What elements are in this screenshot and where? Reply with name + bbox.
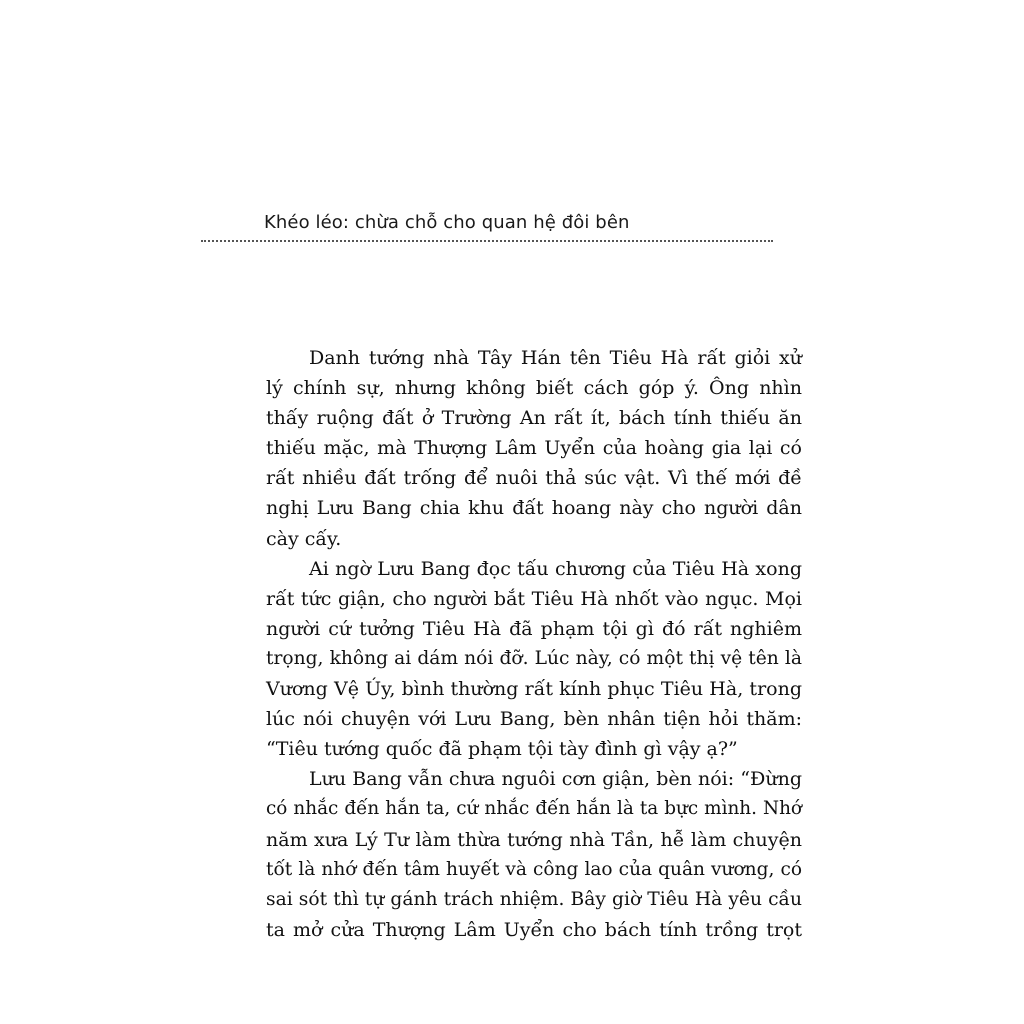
text-line: nghị Lưu Bang chia khu đất hoang này cho người dân [266,497,802,520]
running-header [201,210,773,242]
text-line: ta mở cửa Thượng Lâm Uyển cho bách tính trồng trọt [266,918,802,941]
body-text [266,343,802,945]
text-line: Ai ngờ Lưu Bang đọc tấu chương của Tiêu Hà xong [309,557,802,580]
text-line: thiếu mặc, mà Thượng Lâm Uyển của hoàng gia lại có [266,437,802,460]
text-line: năm xưa Lý Tư làm thừa tướng nhà Tần, hễ làm chuyện [266,828,802,851]
text-line: lý chính sự, nhưng không biết cách góp ý. Ông nhìn [266,377,802,400]
text-line: “Tiêu tướng quốc đã phạm tội tày đình gì vậy ạ?” [266,738,738,761]
text-line: Vương Vệ Úy, bình thường rất kính phục Tiêu Hà, trong [266,678,802,701]
text-line: trọng, không ai dám nói đỡ. Lúc này, có một thị vệ tên là [266,647,802,669]
text-line: lúc nói chuyện với Lưu Bang, bèn nhân tiện hỏi thăm: [266,708,802,731]
text-line: có nhắc đến hắn ta, cứ nhắc đến hắn là ta bực mình. Nhớ [266,798,802,820]
text-line: thấy ruộng đất ở Trường An rất ít, bách tính thiếu ăn [266,407,802,430]
paragraph-1 [266,343,802,554]
text-line: sai sót thì tự gánh trách nhiệm. Bây giờ Tiêu Hà yêu cầu [266,888,802,910]
dotted-rule [201,240,773,242]
text-line: cày cấy. [266,527,342,550]
text-line: tốt là nhớ đến tâm huyết và công lao của quân vương, có [266,858,802,880]
running-header-title: Khéo léo: chừa chỗ cho quan hệ đôi bên [264,212,630,233]
paragraph-3 [266,764,802,945]
text-line: rất tức giận, cho người bắt Tiêu Hà nhốt vào ngục. Mọi [266,587,802,610]
text-line: người cứ tưởng Tiêu Hà đã phạm tội gì đó rất nghiêm [266,617,802,640]
paragraph-2 [266,554,802,765]
text-line: rất nhiều đất trống để nuôi thả súc vật. Vì thế mới đề [266,467,802,490]
text-line: Danh tướng nhà Tây Hán tên Tiêu Hà rất giỏi xử [309,347,802,369]
text-line: Lưu Bang vẫn chưa nguôi cơn giận, bèn nói: “Đừng [309,768,802,791]
